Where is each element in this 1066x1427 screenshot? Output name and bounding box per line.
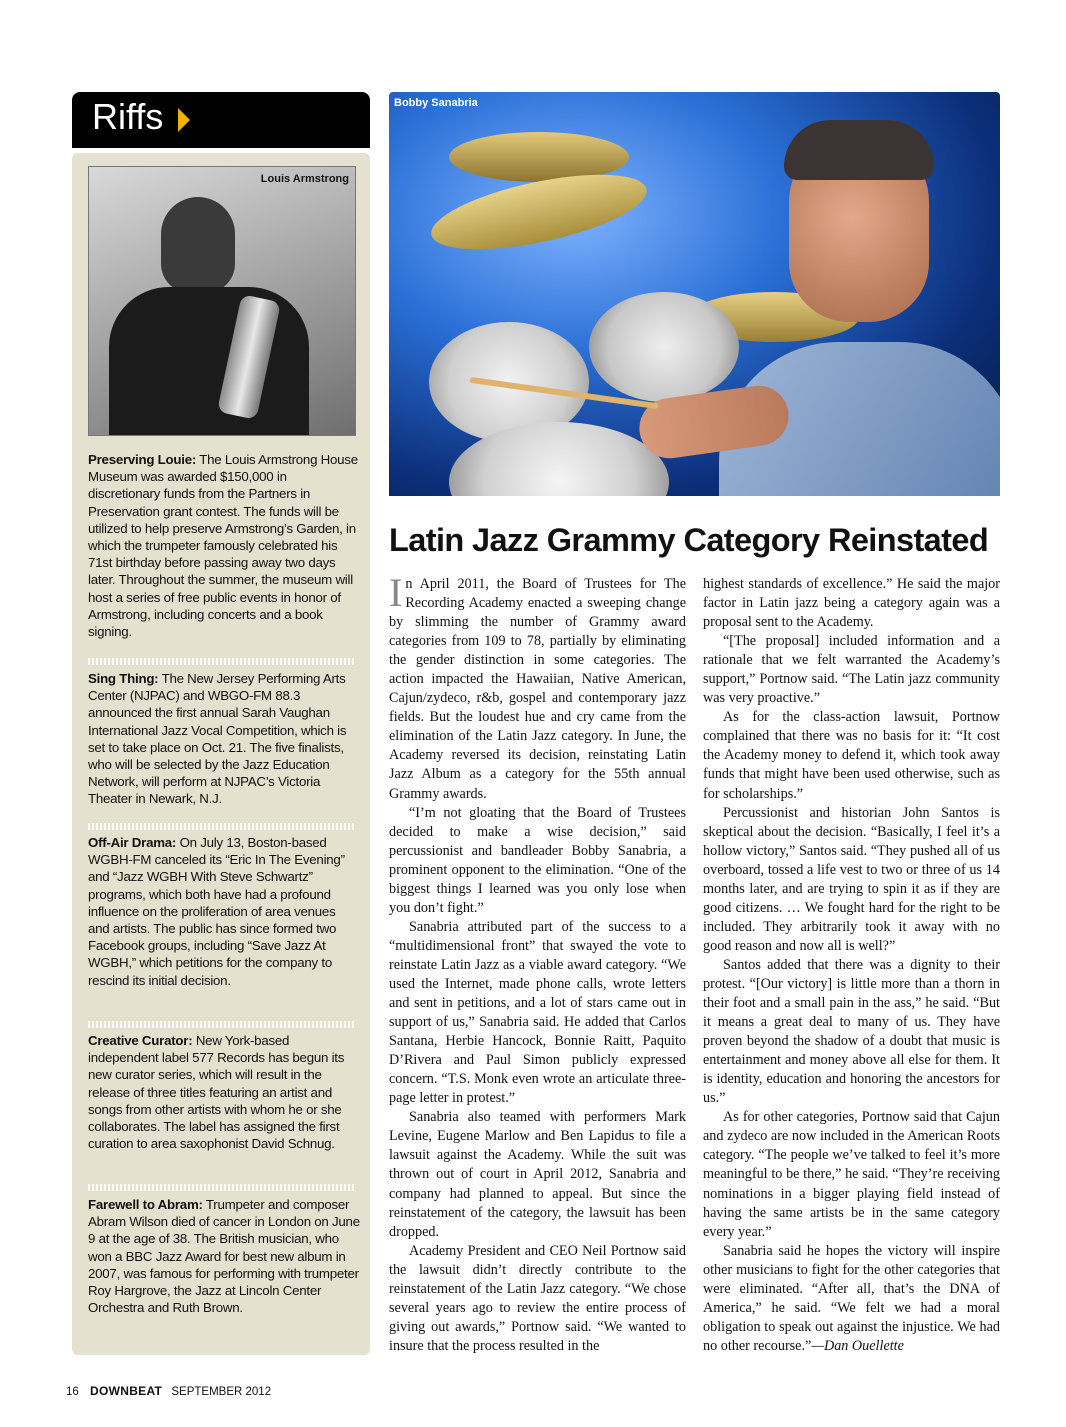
article-paragraph: highest standards of excellence.” He said the major factor in Latin jazz being a category again was a proposal sent to the Academy. <box>703 576 1000 631</box>
arrow-right-icon <box>178 108 190 132</box>
article-paragraph: Sanabria attributed part of the success to a “multidimensional front” that swayed the vote to reinstate Latin Jazz as a viable award category. “We used the Internet, made phone calls, wrote letters and sent in petitions, and a lot of stars came out in support of us,” Sanabria said. He added that Carlos Santana, Herbie Hancock, Bonnie Raitt, Paquito D’Rivera and Paul Simon publicly expressed concern. “T.S. Monk even wrote an articulate three-page letter in protest.” <box>389 918 686 1107</box>
riff-lead: Creative Curator: <box>88 1033 193 1048</box>
article-paragraph: Sanabria said he hopes the victory will inspire other musicians to fight for the other categories that were eliminated. “After all, that’s the DNA of America,” he said. “We felt we had a moral obligation to speak out against the injustice. We had no other recourse.”—Dan Ouellette <box>703 1242 1000 1354</box>
riff-divider <box>88 1184 354 1191</box>
riff-lead: Sing Thing: <box>88 671 159 686</box>
riff-item <box>88 451 360 640</box>
article-paragraph: As for the class-action lawsuit, Portnow complained that there was no basis for it: “It cost the Academy money to defend it, which took away funds that might have been used otherwise, such as for scholarships.” <box>703 709 1000 802</box>
riff-lead: Preserving Louie: <box>88 452 197 467</box>
byline: —Dan Ouellette <box>811 1337 904 1354</box>
issue-date: SEPTEMBER 2012 <box>171 1386 272 1398</box>
article-paragraph: “I’m not gloating that the Board of Trustees decided to make a wise decision,” said percussionist and bandleader Bobby Sanabria, a prominent opponent to the elimination. “One of the biggest things I learned was you only lose when you don’t fight.” <box>389 804 686 916</box>
article-paragraph: In April 2011, the Board of Trustees for The Recording Academy enacted a sweeping change by slimming the number of Grammy award categories from 109 to 78, partially by eliminating the gender distinction in some categories. The action impacted the Hawaiian, Native American, Cajun/zydeco, r&b, gospel and contemporary jazz fields. But the loudest hue and cry came from the elimination of the Latin Jazz category. In June, the Academy reversed its decision, reinstating Latin Jazz Album as a category for the 55th annual Grammy awards. <box>389 570 686 802</box>
drop-cap: I <box>389 570 403 615</box>
article-paragraph: Percussionist and historian John Santos is skeptical about the decision. “Basically, I feel it’s a hollow victory,” Santos said. “They pushed all of us overboard, tossed a life vest to two or three of us 14 months later, and are trying to spin it as if they are good citizens. … We fought hard for the right to be included. They arbitrarily took it away with no good reason and now all is well?” <box>703 804 1000 954</box>
article-paragraph: Santos added that there was a dignity to their protest. “[Our victory] is little more than a thorn in their foot and a small pain in the ass,” he said. “But it means a great deal to many of us. They have proven beyond the shadow of a doubt that music is entertainment and money above all else for them. It is identity, education and honoring the ancestors for us.” <box>703 956 1000 1107</box>
riff-item <box>88 670 360 808</box>
riff-item <box>88 1032 360 1152</box>
magazine-name: DOWNBEAT <box>90 1384 163 1398</box>
riff-text: On July 13, Boston-based WGBH-FM canceled its “Eric In The Evening” and “Jazz WGBH With Steve Schwartz” programs, which both have had a profound influence on the proliferation of area venues and artists. The public has since formed two Facebook groups, including “Save Jazz At WGBH,” which petitions for the company to rescind its initial decision. <box>88 835 345 988</box>
page-footer <box>66 1384 271 1398</box>
photo-figure <box>784 120 934 180</box>
riff-lead: Off-Air Drama: <box>88 835 177 850</box>
article-headline: Latin Jazz Grammy Category Reinstated <box>389 522 989 558</box>
article-column-2 <box>703 575 1000 1356</box>
article-column-1 <box>389 570 686 1356</box>
riff-text: Trumpeter and composer Abram Wilson died of cancer in London on June 9 at the age of 38. The British musician, who won a BBC Jazz Award for best new album in 2007, was famous for performing with trumpeter Roy Hargrove, the Jazz at Lincoln Center Orchestra and Ruth Brown. <box>88 1197 360 1316</box>
riff-divider <box>88 823 354 830</box>
riff-text: The New Jersey Performing Arts Center (NJPAC) and WBGO-FM 88.3 announced the first annual Sarah Vaughan International Jazz Vocal Competition, which is set to take place on Oct. 21. The five finalists, who will be selected by the Jazz Education Network, will perform at NJPAC’s Victoria Theater in Newark, N.J. <box>88 671 347 807</box>
riff-lead: Farewell to Abram: <box>88 1197 203 1212</box>
louis-armstrong-photo <box>88 166 356 436</box>
riff-text: The Louis Armstrong House Museum was awarded $150,000 in discretionary funds from the Partners in Preservation grant contest. The funds will be utilized to help preserve Armstrong’s Garden, in which the trumpeter famously celebrated his 71st birthday before passing away two days later. Throughout the summer, the museum will host a series of free public events in honor of Armstrong, including concerts and a book signing. <box>88 452 358 640</box>
page-number: 16 <box>66 1386 79 1398</box>
riffs-header <box>72 92 370 148</box>
section-title: Riffs <box>92 96 164 137</box>
drum <box>589 292 739 402</box>
riff-divider <box>88 658 354 665</box>
photo-caption: Louis Armstrong <box>260 173 349 185</box>
article-paragraph: As for other categories, Portnow said that Cajun and zydeco are now included in the American Roots category. “The people we’ve talked to feel it’s more meaningful to be there,” he said. “They’re receiving nominations in a bigger playing field instead of having the same artists be in the same category every year.” <box>703 1109 1000 1240</box>
article-paragraph: Academy President and CEO Neil Portnow said the lawsuit didn’t directly contribute to the reinstatement of the Latin Jazz category. “We chose several years ago to review the entire process of giving out awards,” Portnow said. “We wanted to insure that the process resulted in the <box>389 1242 686 1354</box>
riff-text: New York-based independent label 577 Records has begun its new curator series, which will result in the release of three titles featuring an artist and songs from other artists with whom he or she collaborates. The label has assigned the first curation to area saxophonist David Schnug. <box>88 1033 345 1152</box>
riff-item <box>88 834 360 989</box>
photo-figure <box>161 197 235 293</box>
bobby-sanabria-photo <box>389 92 1000 496</box>
article-paragraph: Sanabria also teamed with performers Mark Levine, Eugene Marlow and Ben Lapidus to file a lawsuit against the Academy. While the suit was thrown out of court in April 2012, Sanabria and company had planned to appeal. But since the reinstatement of the category, the lawsuit has been dropped. <box>389 1109 686 1240</box>
article-paragraph: “[The proposal] included information and a rationale that we felt warranted the Academy’s support,” Portnow said. “The Latin jazz community was very proactive.” <box>703 633 1000 707</box>
riff-item <box>88 1196 360 1316</box>
photo-caption: Bobby Sanabria <box>394 97 478 109</box>
riff-divider <box>88 1021 354 1028</box>
